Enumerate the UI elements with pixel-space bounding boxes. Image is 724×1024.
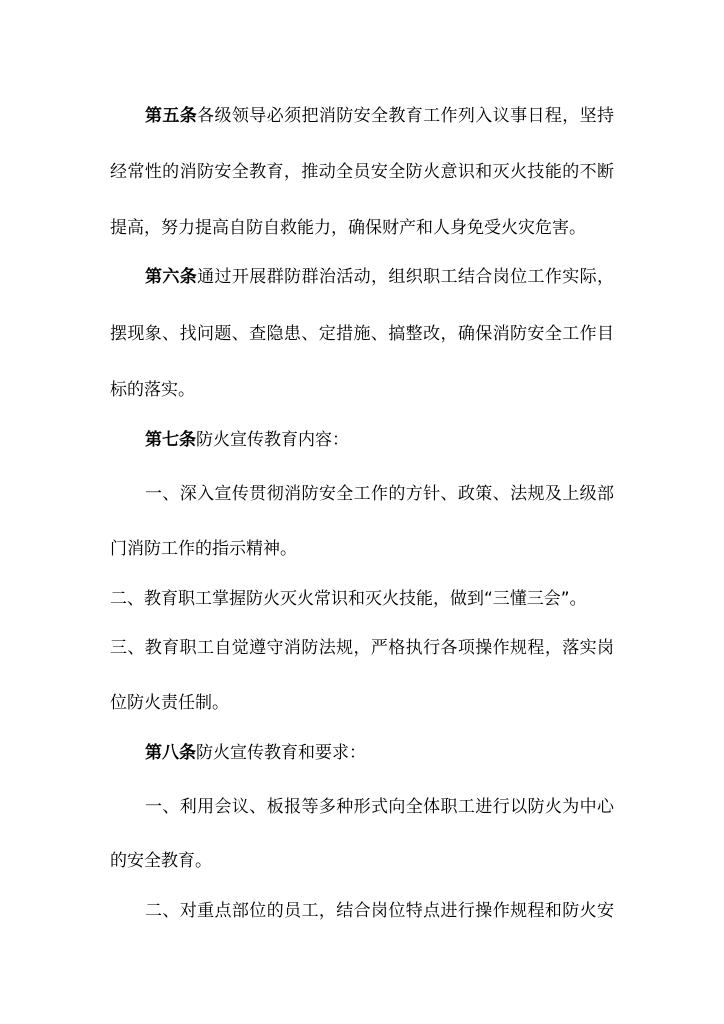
article-8-line-1 <box>145 742 614 764</box>
article-7-text-1: 防火宣传教育内容： <box>196 430 349 450</box>
article-7-line-1 <box>145 429 614 451</box>
article-7-item-2-line-1: 二、教育职工掌握防火灭火常识和灭火技能，做到“三懂三会”。 <box>110 589 587 609</box>
article-6-line-3: 标的落实。 <box>110 380 195 400</box>
article-7-item-3-line-2: 位防火责任制。 <box>110 693 229 713</box>
article-8-heading: 第八条 <box>145 743 196 763</box>
article-7-heading: 第七条 <box>145 430 196 450</box>
article-7-item-1-line-1: 一、深入宣传贯彻消防安全工作的方针、政策、法规及上级部 <box>145 484 614 504</box>
article-5-heading: 第五条 <box>145 106 198 126</box>
article-8-text-1: 防火宣传教育和要求： <box>196 743 366 763</box>
article-6-line-2: 摆现象、找问题、查隐患、定措施、搞整改，确保消防安全工作目 <box>110 324 614 344</box>
article-5-line-3: 提高，努力提高自防自救能力，确保财产和人身免受火灾危害。 <box>110 218 586 238</box>
article-7-item-1-line-2: 门消防工作的指示精神。 <box>110 539 297 559</box>
article-8-item-1-line-2: 的安全教育。 <box>110 851 212 871</box>
article-6-line-1 <box>145 266 614 288</box>
article-8-item-2-line-1: 二、对重点部位的员工，结合岗位特点进行操作规程和防火安 <box>145 901 614 921</box>
article-7-item-3-line-1: 三、教育职工自觉遵守消防法规，严格执行各项操作规程，落实岗 <box>110 638 614 658</box>
article-5-text-1: 各级领导必须把消防安全教育工作列入议事日程，坚持 <box>197 106 614 126</box>
article-8-item-1-line-1: 一、利用会议、板报等多种形式向全体职工进行以防火为中心 <box>145 797 614 817</box>
article-5-line-1 <box>145 105 614 127</box>
article-5-line-2: 经常性的消防安全教育，推动全员安全防火意识和灭火技能的不断 <box>110 162 614 182</box>
article-6-text-1: 通过开展群防群治活动，组织职工结合岗位工作实际， <box>197 267 614 287</box>
article-6-heading: 第六条 <box>145 267 198 287</box>
